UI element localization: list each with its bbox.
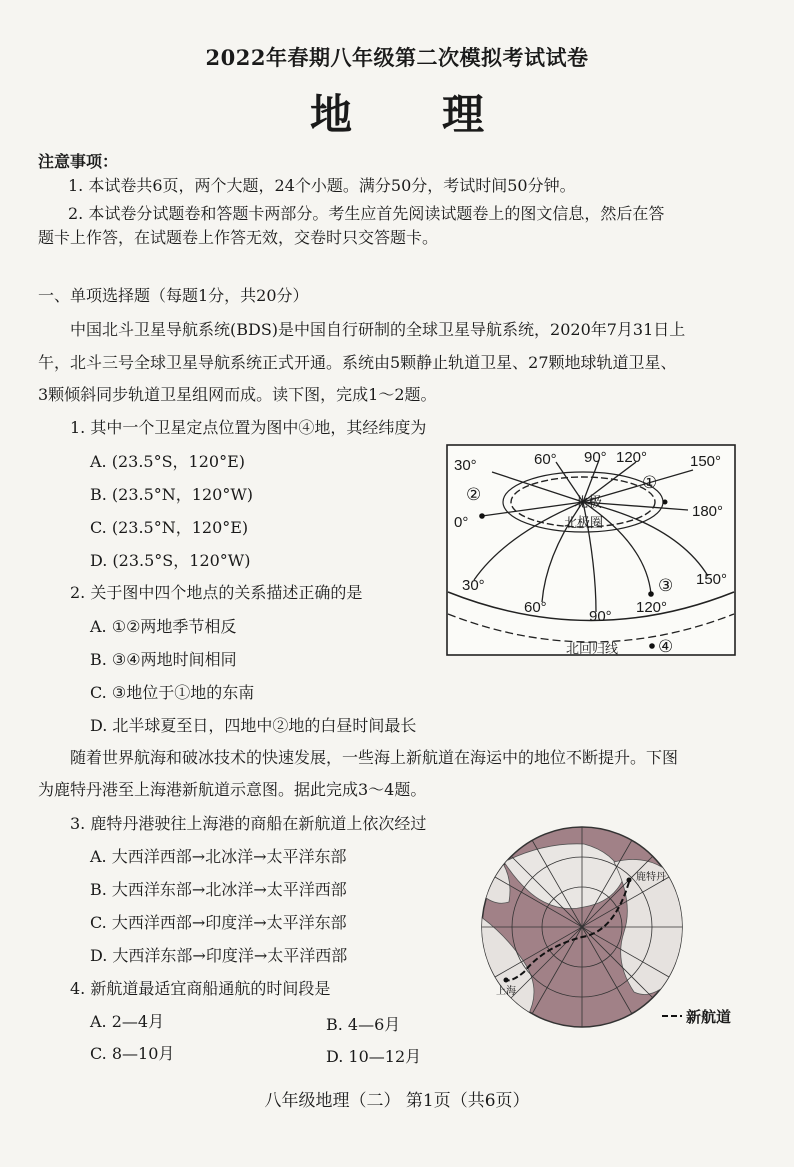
question-3-option-d: D. 大西洋东部→印度洋→太平洋西部 bbox=[90, 946, 348, 965]
intro-1-line-1: 中国北斗卫星导航系统(BDS)是中国自行研制的全球卫星导航系统，2020年7月31日上 bbox=[70, 320, 686, 339]
question-2-option-a: A. ①②两地季节相反 bbox=[90, 617, 237, 636]
point-1-marker bbox=[663, 500, 668, 505]
polar-projection-diagram bbox=[446, 444, 736, 656]
point-0-degree-marker bbox=[479, 513, 485, 519]
notes-item-2-line-1: 2. 本试卷分试题卷和答题卡两部分。考生应首先阅读试题卷上的图文信息，然后在答 bbox=[68, 204, 665, 223]
question-4-option-a: A. 2—4月 bbox=[90, 1012, 165, 1031]
question-2-option-d: D. 北半球夏至日，四地中②地的白昼时间最长 bbox=[90, 716, 417, 735]
intro-2-line-2: 为鹿特丹港至上海港新航道示意图。据此完成3～4题。 bbox=[38, 780, 427, 799]
label-shanghai: 上海 bbox=[496, 986, 516, 997]
route-legend-symbol bbox=[660, 1010, 684, 1022]
label-bottom-120: 120° bbox=[636, 599, 668, 616]
label-point-1: ① bbox=[642, 473, 658, 492]
shanghai-marker bbox=[504, 978, 509, 983]
question-1-option-d: D. (23.5°S，120°W) bbox=[90, 551, 251, 570]
label-point-3: ③ bbox=[658, 576, 674, 595]
question-3-option-b: B. 大西洋东部→北冰洋→太平洋西部 bbox=[90, 880, 347, 899]
label-tropic: 北回归线 bbox=[566, 641, 619, 656]
exam-title: 2022年春期八年级第二次模拟考试试卷 bbox=[205, 45, 589, 70]
label-bottom-60: 60° bbox=[524, 599, 547, 616]
question-2-option-c: C. ③地位于①地的东南 bbox=[90, 683, 255, 702]
intro-2-line-1: 随着世界航海和破冰技术的快速发展，一些海上新航道在海运中的地位不断提升。下图 bbox=[70, 748, 679, 767]
arctic-route-map bbox=[464, 822, 700, 1032]
subject-title: 地理 bbox=[309, 90, 574, 139]
question-4-option-d: D. 10—12月 bbox=[326, 1047, 422, 1066]
question-3-option-a: A. 大西洋西部→北冰洋→太平洋东部 bbox=[90, 847, 347, 866]
point-4-marker bbox=[649, 643, 655, 649]
label-top-150: 150° bbox=[690, 453, 722, 470]
question-1-option-b: B. (23.5°N，120°W) bbox=[90, 485, 254, 504]
rotterdam-marker bbox=[627, 878, 632, 883]
label-top-90: 90° bbox=[584, 449, 607, 466]
question-3-option-c: C. 大西洋西部→印度洋→太平洋东部 bbox=[90, 913, 347, 932]
question-1-option-a: A. (23.5°S，120°E) bbox=[90, 452, 246, 471]
question-4-stem: 4. 新航道最适宜商船通航的时间段是 bbox=[70, 979, 331, 998]
question-3-stem: 3. 鹿特丹港驶往上海港的商船在新航道上依次经过 bbox=[70, 814, 427, 833]
label-top-30: 30° bbox=[454, 457, 477, 474]
route-legend-label: 新航道 bbox=[686, 1008, 732, 1026]
intro-1-line-2: 午，北斗三号全球卫星导航系统正式开通。系统由5颗静止轨道卫星、27颗地球轨道卫星、 bbox=[38, 353, 677, 372]
label-north-pole: 北极 bbox=[574, 494, 602, 510]
map-graticule bbox=[482, 827, 682, 1027]
notes-heading: 注意事项： bbox=[38, 152, 119, 171]
label-top-120: 120° bbox=[616, 449, 648, 466]
question-1-stem: 1. 其中一个卫星定点位置为图中④地，其经纬度为 bbox=[70, 418, 427, 437]
question-2-stem: 2. 关于图中四个地点的关系描述正确的是 bbox=[70, 583, 363, 602]
label-side-180: 180° bbox=[692, 503, 724, 520]
section-heading: 一、单项选择题（每题1分，共20分） bbox=[38, 286, 309, 305]
label-arctic-circle: 北极圈 bbox=[564, 515, 604, 530]
label-bottom-30: 30° bbox=[462, 577, 485, 594]
point-3-marker bbox=[648, 591, 654, 597]
question-4-option-b: B. 4—6月 bbox=[326, 1015, 401, 1034]
label-top-60: 60° bbox=[534, 451, 557, 468]
question-2-option-b: B. ③④两地时间相同 bbox=[90, 650, 237, 669]
label-point-2: ② bbox=[466, 485, 482, 504]
question-4-option-c: C. 8—10月 bbox=[90, 1044, 175, 1063]
label-side-0: 0° bbox=[454, 514, 469, 531]
label-point-4: ④ bbox=[658, 637, 674, 656]
intro-1-line-3: 3颗倾斜同步轨道卫星组网而成。读下图，完成1～2题。 bbox=[38, 385, 437, 404]
notes-item-1: 1. 本试卷共6页，两个大题，24个小题。满分50分，考试时间50分钟。 bbox=[68, 176, 576, 195]
label-rotterdam: 鹿特丹 bbox=[636, 872, 666, 883]
question-1-option-c: C. (23.5°N，120°E) bbox=[90, 518, 249, 537]
label-bottom-150: 150° bbox=[696, 571, 728, 588]
notes-item-2-line-2: 题卡上作答，在试题卷上作答无效，交卷时只交答题卡。 bbox=[38, 228, 439, 247]
label-bottom-90: 90° bbox=[589, 608, 612, 625]
page-footer: 八年级地理（二） 第1页（共6页） bbox=[264, 1091, 530, 1111]
